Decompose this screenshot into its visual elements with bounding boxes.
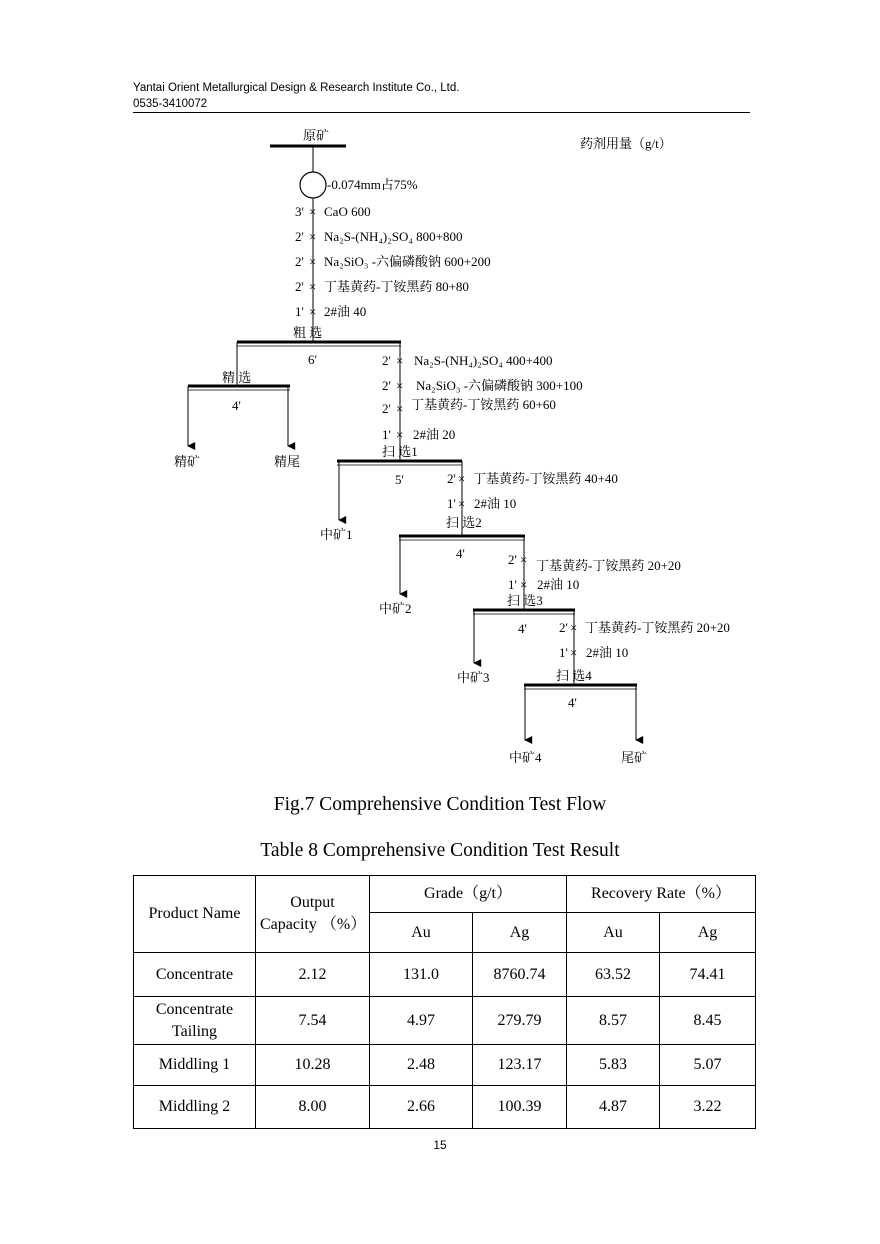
reagent-text: Na₂SiO₃ -六偏磷酸钠 300+100 [416,378,583,393]
reagent-add-icon: × [570,645,578,660]
cell-recovery-au: 8.57 [567,997,660,1045]
reagent-time: 2' [382,401,391,416]
reagent-text: 丁基黄药-丁铵黑药 40+40 [473,471,618,486]
table-row [134,1086,756,1129]
rougher-reagents [295,204,491,319]
header-recovery-ag: Ag [660,913,756,953]
reagent-add-icon: × [458,496,466,511]
cell-output: 10.28 [256,1045,370,1086]
cell-grade-ag: 100.39 [473,1086,567,1129]
cell-product-name: Concentrate Tailing [134,997,256,1045]
header-recovery-au: Au [567,913,660,953]
reagent-text: 丁基黄药-丁铵黑药 20+20 [585,620,730,635]
cell-recovery-ag: 3.22 [660,1086,756,1129]
reagent-add-icon: × [570,620,578,635]
cell-output: 8.00 [256,1086,370,1129]
table-caption: Table 8 Comprehensive Condition Test Result [260,840,620,861]
results-table [133,875,756,1129]
reagent-time: 1' [382,427,391,442]
reagent-time: 3' [295,204,304,219]
reagent-time: 1' [559,645,568,660]
concentrate-label: 精矿 [174,454,201,469]
reagent-add-icon: × [396,401,404,416]
scav1-label: 扫 选1 [382,444,418,459]
final-tailing-label: 尾矿 [621,750,648,765]
header-product-name: Product Name [134,876,256,953]
page-number: 15 [433,1138,447,1152]
reagent-text: Na₂S-(NH₄)₂SO₄ 800+800 [324,229,463,244]
cell-recovery-au: 4.87 [567,1086,660,1129]
reagent-time: 2' [382,378,391,393]
header-grade-au: Au [370,913,473,953]
reagent-text: Na₂S-(NH₄)₂SO₄ 400+400 [414,353,553,368]
reagent-time: 1' [447,496,456,511]
reagent-text: 2#油 10 [537,577,580,592]
reagent-text: CaO 600 [324,204,371,219]
cell-grade-au: 131.0 [370,953,473,997]
middling-4-label: 中矿4 [509,750,542,765]
scav1-time: 5' [395,472,404,487]
cell-grade-au: 2.66 [370,1086,473,1129]
rougher-label: 粗 选 [293,325,323,340]
middling-1-label: 中矿1 [320,527,353,542]
reagent-add-icon: × [309,304,317,319]
reagent-add-icon: × [309,204,317,219]
cleaner-tailing-label: 精尾 [274,454,301,469]
header-grade-ag: Ag [473,913,567,953]
reagent-time: 2' [382,353,391,368]
reagent-add-icon: × [396,427,404,442]
cell-recovery-au: 5.83 [567,1045,660,1086]
scav4-time: 4' [568,695,577,710]
cell-product-name: Middling 1 [134,1045,256,1086]
reagent-text: 2#油 10 [474,496,517,511]
reagent-time: 2' [295,229,304,244]
cell-product-name: Middling 2 [134,1086,256,1129]
header-grade: Grade（g/t） [370,876,567,913]
scav3-reagents [508,552,681,592]
reagent-time: 1' [295,304,304,319]
cell-output: 2.12 [256,953,370,997]
cell-grade-ag: 123.17 [473,1045,567,1086]
scav4-label: 扫 选4 [556,668,592,683]
figure-caption: Fig.7 Comprehensive Condition Test Flow [273,794,607,815]
reagent-time: 2' [508,552,517,567]
cleaner-label: 精 选 [222,370,252,385]
reagent-time: 2' [559,620,568,635]
cell-grade-ag: 8760.74 [473,953,567,997]
reagent-time: 2' [295,254,304,269]
reagent-add-icon: × [396,353,404,368]
reagent-text: 丁基黄药-丁铵黑药 60+60 [411,397,556,412]
reagent-add-icon: × [520,577,528,592]
reagent-text: 丁基黄药-丁铵黑药 20+20 [536,558,681,573]
reagent-text: Na₂SiO₃ -六偏磷酸钠 600+200 [324,254,491,269]
table-header-row [134,876,756,913]
scav2-reagents [447,471,618,511]
reagent-add-icon: × [396,378,404,393]
table-row [134,1045,756,1086]
feed-label: 原矿 [303,128,330,143]
cell-recovery-ag: 5.07 [660,1045,756,1086]
middling-2-label: 中矿2 [379,601,412,616]
reagent-add-icon: × [520,552,528,567]
cell-output: 7.54 [256,997,370,1045]
middling-3-label: 中矿3 [457,670,490,685]
cell-recovery-au: 63.52 [567,953,660,997]
scav2-time: 4' [456,546,465,561]
scav3-label: 扫 选3 [507,593,543,608]
cell-grade-au: 2.48 [370,1045,473,1086]
cell-product-name: Concentrate [134,953,256,997]
grinding-circle [300,172,326,198]
cell-grade-au: 4.97 [370,997,473,1045]
header-recovery-rate: Recovery Rate（%） [567,876,756,913]
reagent-dosage-title: 药剂用量（g/t） [580,136,672,151]
table-row [134,953,756,997]
scav3-time: 4' [518,621,527,636]
scav4-reagents [559,620,730,660]
cell-recovery-ag: 8.45 [660,997,756,1045]
rougher-time: 6' [308,352,317,367]
reagent-text: 2#油 10 [586,645,629,660]
header-company: Yantai Orient Metallurgical Design & Research Institute Co., Ltd. [133,82,460,94]
scav1-reagents [382,353,583,442]
cell-recovery-ag: 74.41 [660,953,756,997]
scav2-label: 扫 选2 [446,515,482,530]
reagent-add-icon: × [309,254,317,269]
reagent-text: 2#油 20 [413,427,456,442]
reagent-add-icon: × [309,229,317,244]
header-phone: 0535-3410072 [133,98,208,110]
reagent-text: 丁基黄药-丁铵黑药 80+80 [324,279,469,294]
reagent-time: 1' [508,577,517,592]
reagent-time: 2' [295,279,304,294]
grind-label: -0.074mm占75% [327,177,418,192]
reagent-text: 2#油 40 [324,304,367,319]
reagent-time: 2' [447,471,456,486]
reagent-add-icon: × [458,471,466,486]
reagent-add-icon: × [309,279,317,294]
cleaner-time: 4' [232,398,241,413]
table-row [134,997,756,1045]
cell-grade-ag: 279.79 [473,997,567,1045]
header-output-capacity: Output Capacity （%） [256,876,370,953]
